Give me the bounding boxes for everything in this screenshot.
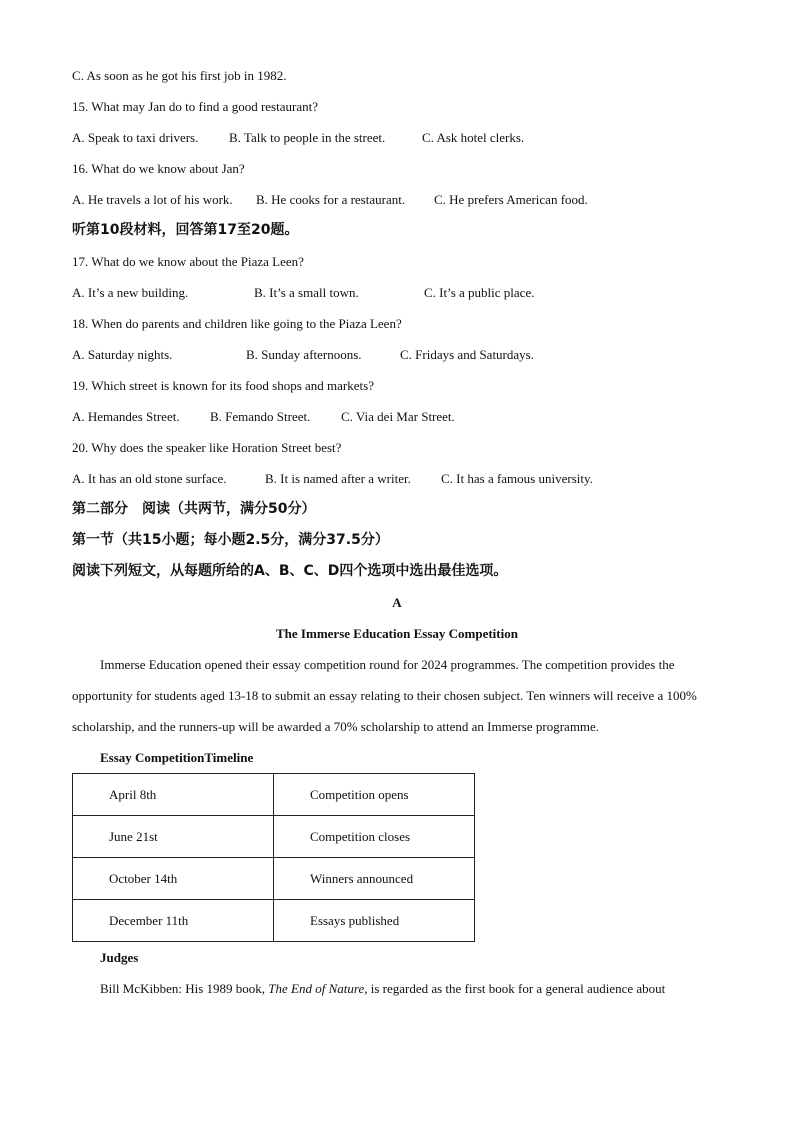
q17-question: 17. What do we know about the Piaza Leen?: [72, 254, 304, 269]
q20-question: 20. Why does the speaker like Horation Street best?: [72, 440, 342, 455]
q20-option-c: C. It has a famous university.: [441, 471, 593, 486]
timeline-event: Essays published: [274, 900, 475, 942]
q19-option-b: B. Femando Street.: [210, 409, 311, 424]
timeline-date: April 8th: [73, 774, 274, 816]
timeline-event: Competition opens: [274, 774, 475, 816]
q19-option-c: C. Via dei Mar Street.: [341, 409, 455, 424]
q19-options: [72, 401, 722, 432]
timeline-date: October 14th: [73, 858, 274, 900]
q20-options: [72, 463, 722, 494]
exam-page: [72, 60, 722, 1004]
q15-options: [72, 122, 722, 153]
q18-options: [72, 339, 722, 370]
q17-options: [72, 277, 722, 308]
q15-option-b: B. Talk to people in the street.: [229, 130, 386, 145]
judges-heading: Judges: [100, 950, 139, 965]
passage-paragraph-1: Immerse Education opened their essay competition round for 2024 programmes. The competition provides the opportunity for students aged 13-18 to submit an essay relating to their chosen subject. Ten winners will receive a 100% scholarship, and the runners-up will be awarded a 70% scholarship to attend an Immerse programme.: [72, 657, 697, 734]
q18-option-a: A. Saturday nights.: [72, 347, 173, 362]
q20-option-b: B. It is named after a writer.: [265, 471, 411, 486]
section-10-heading: 听第10段材料，回答第17至20题。: [72, 222, 299, 238]
passage-title: The Immerse Education Essay Competition: [276, 626, 518, 641]
judge-1-lead: Bill McKibben: His 1989 book,: [100, 981, 269, 996]
q16-option-c: C. He prefers American food.: [434, 192, 588, 207]
q16-option-a: A. He travels a lot of his work.: [72, 192, 233, 207]
q15-option-c: C. Ask hotel clerks.: [422, 130, 525, 145]
q17-option-a: A. It’s a new building.: [72, 285, 189, 300]
reading-instructions: 阅读下列短文，从每题所给的A、B、C、D四个选项中选出最佳选项。: [72, 563, 508, 579]
q18-option-b: B. Sunday afternoons.: [246, 347, 362, 362]
q15-option-a: A. Speak to taxi drivers.: [72, 130, 199, 145]
timeline-date: December 11th: [73, 900, 274, 942]
q15-question: 15. What may Jan do to find a good restaurant?: [72, 99, 318, 114]
timeline-table: [72, 773, 475, 942]
q17-option-b: B. It’s a small town.: [254, 285, 359, 300]
q20-option-a: A. It has an old stone surface.: [72, 471, 227, 486]
q17-option-c: C. It’s a public place.: [424, 285, 535, 300]
judge-1-rest: , is regarded as the first book for a general audience about: [364, 981, 666, 996]
part-2-heading: 第二部分 阅读（共两节，满分50分）: [72, 501, 316, 517]
table-row: [73, 858, 475, 900]
timeline-event: Competition closes: [274, 816, 475, 858]
q18-question: 18. When do parents and children like going to the Piaza Leen?: [72, 316, 402, 331]
judge-1-book-title: The End of Nature: [268, 981, 365, 996]
q16-question: 16. What do we know about Jan?: [72, 161, 245, 176]
table-row: [73, 774, 475, 816]
section-1-heading: 第一节（共15小题；每小题2.5分，满分37.5分）: [72, 532, 389, 548]
table-row: [73, 900, 475, 942]
q16-options: [72, 184, 722, 215]
passage-letter: A: [392, 595, 402, 610]
q19-question: 19. Which street is known for its food shops and markets?: [72, 378, 374, 393]
table-row: [73, 816, 475, 858]
q19-option-a: A. Hemandes Street.: [72, 409, 180, 424]
judge-1-paragraph: [72, 973, 722, 1004]
timeline-event: Winners announced: [274, 858, 475, 900]
timeline-date: June 21st: [73, 816, 274, 858]
q14-option-c: C. As soon as he got his first job in 1982.: [72, 68, 287, 83]
timeline-heading: Essay CompetitionTimeline: [100, 750, 254, 765]
q16-option-b: B. He cooks for a restaurant.: [256, 192, 406, 207]
q18-option-c: C. Fridays and Saturdays.: [400, 347, 534, 362]
